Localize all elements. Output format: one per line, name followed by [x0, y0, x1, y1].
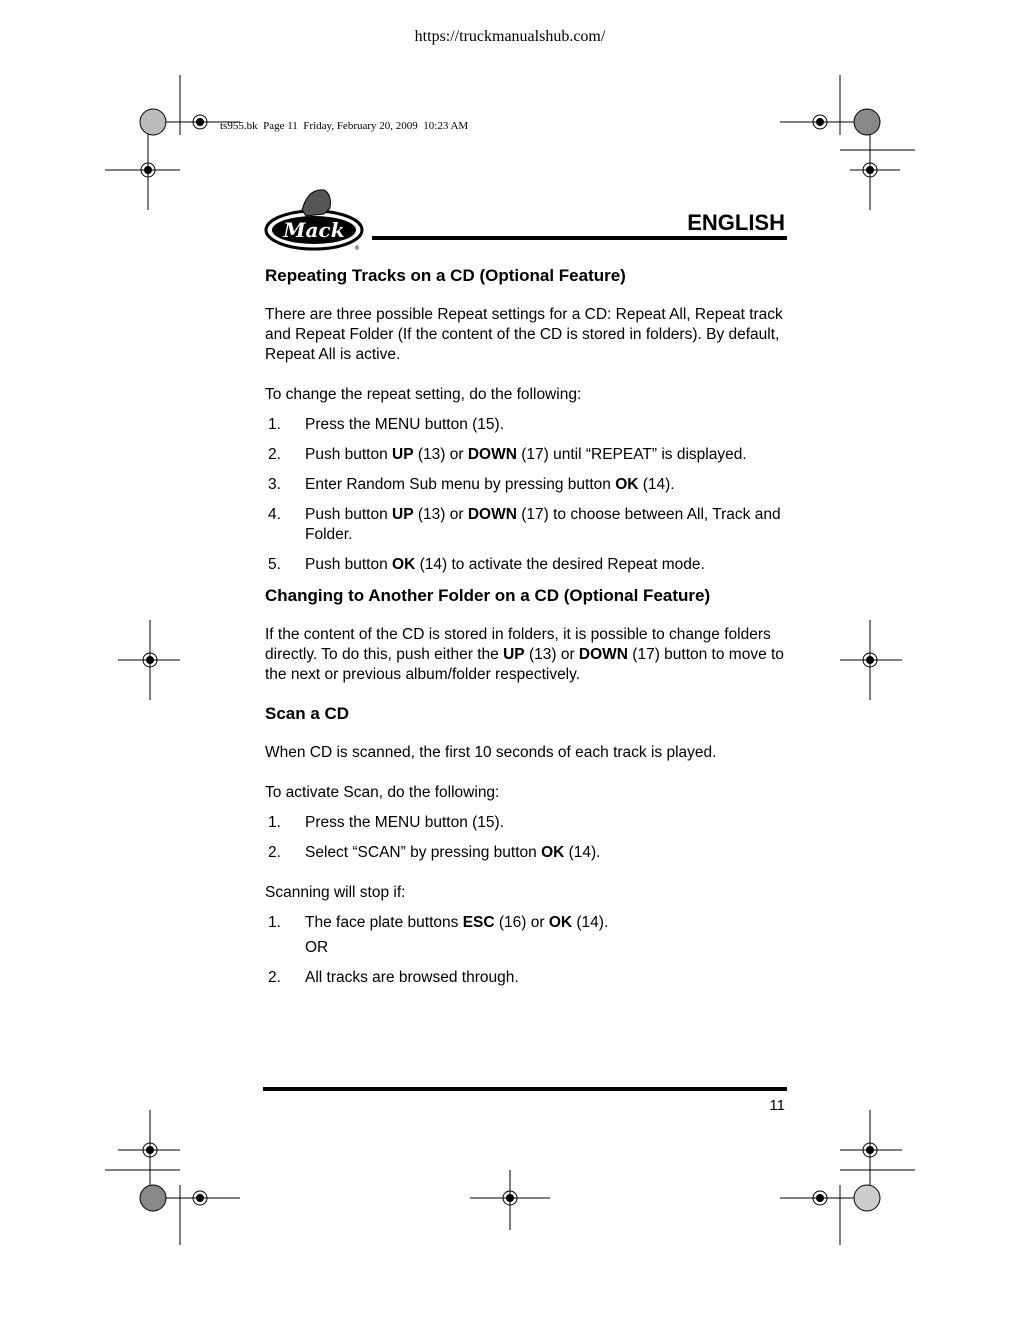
list-item: 2. All tracks are browsed through.: [268, 969, 519, 986]
scan-lead: To activate Scan, do the following:: [265, 784, 500, 801]
list-item: 4. Push button UP (13) or DOWN (17) to choose between All, Track and Folder.: [268, 506, 781, 543]
logo-text: Mack: [283, 218, 345, 242]
list-item: 2. Select “SCAN” by pressing button OK (14).: [268, 844, 601, 861]
footer-rule: [263, 1087, 787, 1091]
repeat-intro: There are three possible Repeat settings for a CD: Repeat All, Repeat track and Repeat Folder (If the content of the CD is stored in folders). By default, Repeat All is active.: [265, 306, 783, 363]
scan-stop-lead: Scanning will stop if:: [265, 884, 406, 901]
repeat-steps: [265, 415, 790, 575]
svg-text:®: ®: [354, 245, 360, 252]
source-url: https://truckmanualshub.com/: [414, 28, 606, 45]
list-item: 1. Press the MENU button (15).: [268, 416, 504, 433]
main-content: [265, 265, 790, 998]
scan-steps: [265, 813, 790, 863]
print-slug: ts955.bk Page 11 Friday, February 20, 2009 10:23 AM: [220, 120, 469, 132]
scan-intro: When CD is scanned, the first 10 seconds of each track is played.: [265, 744, 717, 761]
page-number: 11: [769, 1097, 785, 1114]
section-title-repeat: Repeating Tracks on a CD (Optional Feature): [265, 266, 626, 285]
list-item: 2. Push button UP (13) or DOWN (17) until “REPEAT” is displayed.: [268, 446, 747, 463]
list-item: 3. Enter Random Sub menu by pressing button OK (14).: [268, 476, 675, 493]
repeat-lead: To change the repeat setting, do the following:: [265, 386, 582, 403]
section-title-scan: Scan a CD: [265, 704, 350, 723]
header-rule: [372, 236, 787, 240]
folder-paragraph: If the content of the CD is stored in folders, it is possible to change folders directly. To do this, push either the UP (13) or DOWN (17) button to move to the next or previous album/folder respectively.: [265, 626, 784, 683]
list-item: 5. Push button OK (14) to activate the desired Repeat mode.: [268, 556, 705, 573]
list-item: 1. The face plate buttons ESC (16) or OK (14). OR: [268, 914, 609, 956]
section-title-folder: Changing to Another Folder on a CD (Optional Feature): [265, 586, 711, 605]
language-label: ENGLISH: [687, 210, 785, 235]
scan-stop-steps: [265, 913, 790, 988]
list-item: 1. Press the MENU button (15).: [268, 814, 504, 831]
mack-logo: [262, 180, 372, 252]
